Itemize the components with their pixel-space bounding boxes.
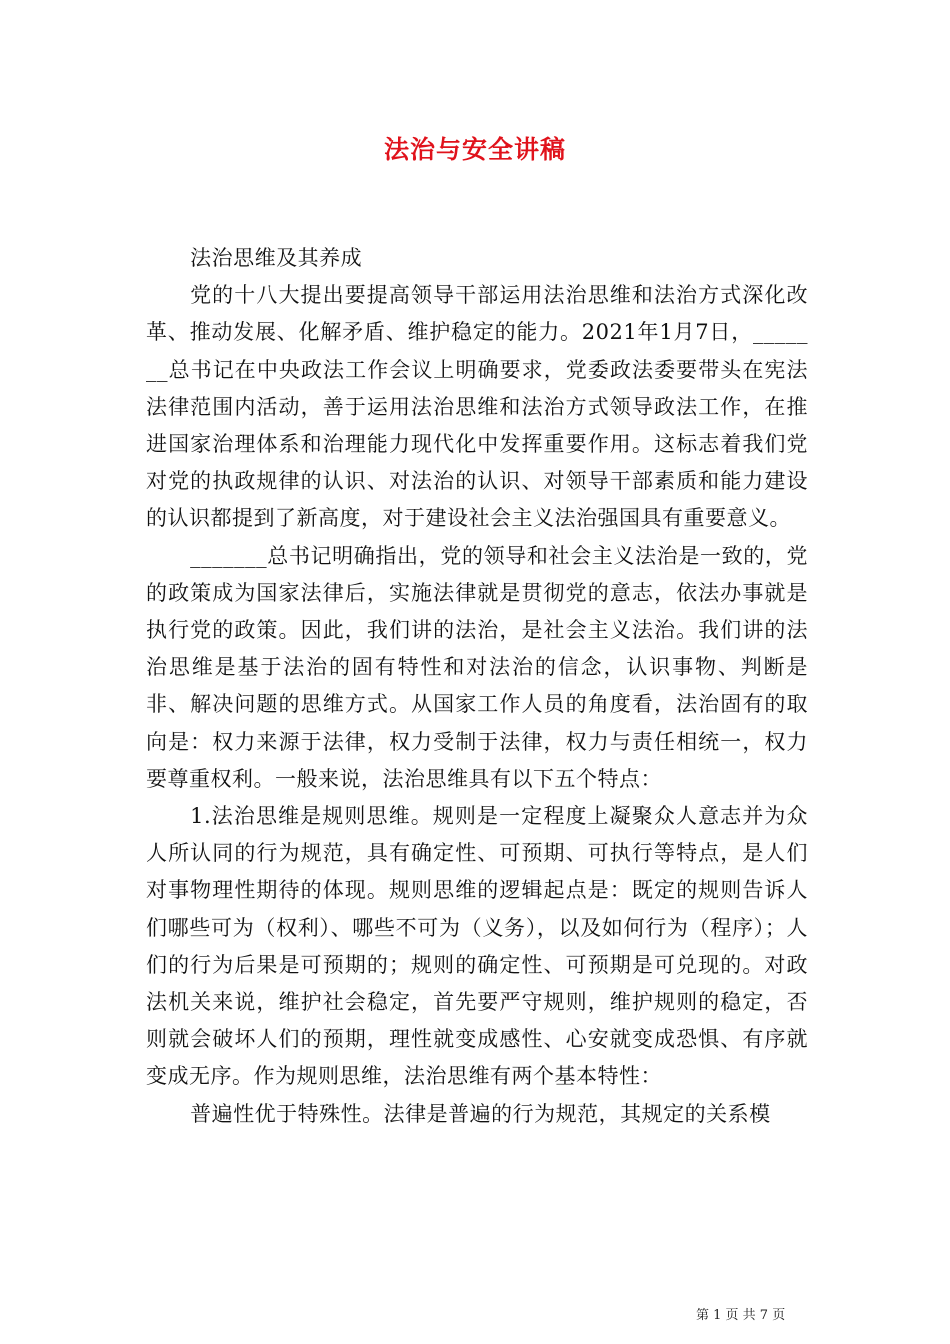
paragraph: _______总书记明确指出，党的领导和社会主义法治是一致的，党的政策成为国家法律后，实施法律就是贯彻党的意志，依法办事就是执行党的政策。因此，我们讲的法治，是社会主义法治。我们讲的法治思维是基于法治的固有特性和对法治的信念，认识事物、判断是非、解决问题的思维方式。从国家工作人员的角度看，法治固有的取向是：权力来源于法律，权力受制于法律，权力与责任相统一，权力要尊重权利。一般来说，法治思维具有以下五个特点： <box>146 543 808 791</box>
paragraph: 普遍性优于特殊性。法律是普遍的行为规范，其规定的关系模 <box>190 1101 771 1126</box>
page-number: 第 1 页 共 7 页 <box>696 1308 786 1323</box>
document-title: 法治与安全讲稿 <box>383 135 566 164</box>
document-body <box>146 240 808 1133</box>
paragraph: 1.法治思维是规则思维。规则是一定程度上凝聚众人意志并为众人所认同的行为规范，具有确定性、可预期、可执行等特点，是人们对事物理性期待的体现。规则思维的逻辑起点是：既定的规则告诉人们哪些可为（权利）、哪些不可为（义务），以及如何行为（程序）；人们的行为后果是可预期的；规则的确定性、可预期是可兑现的。对政法机关来说，维护社会稳定，首先要严守规则，维护规则的稳定，否则就会破坏人们的预期，理性就变成感性、心安就变成恐惧、有序就变成无序。作为规则思维，法治思维有两个基本特性： <box>146 804 808 1089</box>
section-heading: 法治思维及其养成 <box>190 246 363 270</box>
paragraph: 党的十八大提出要提高领导干部运用法治思维和法治方式深化改革、推动发展、化解矛盾、维护稳定的能力。2021年1月7日，_______总书记在中央政法工作会议上明确要求，党委政法委要带头在宪法法律范围内活动，善于运用法治思维和法治方式领导政法工作，在推进国家治理体系和治理能力现代化中发挥重要作用。这标志着我们党对党的执政规律的认识、对法治的认识、对领导干部素质和能力建设的认识都提到了新高度，对于建设社会主义法治强国具有重要意义。 <box>146 283 808 531</box>
